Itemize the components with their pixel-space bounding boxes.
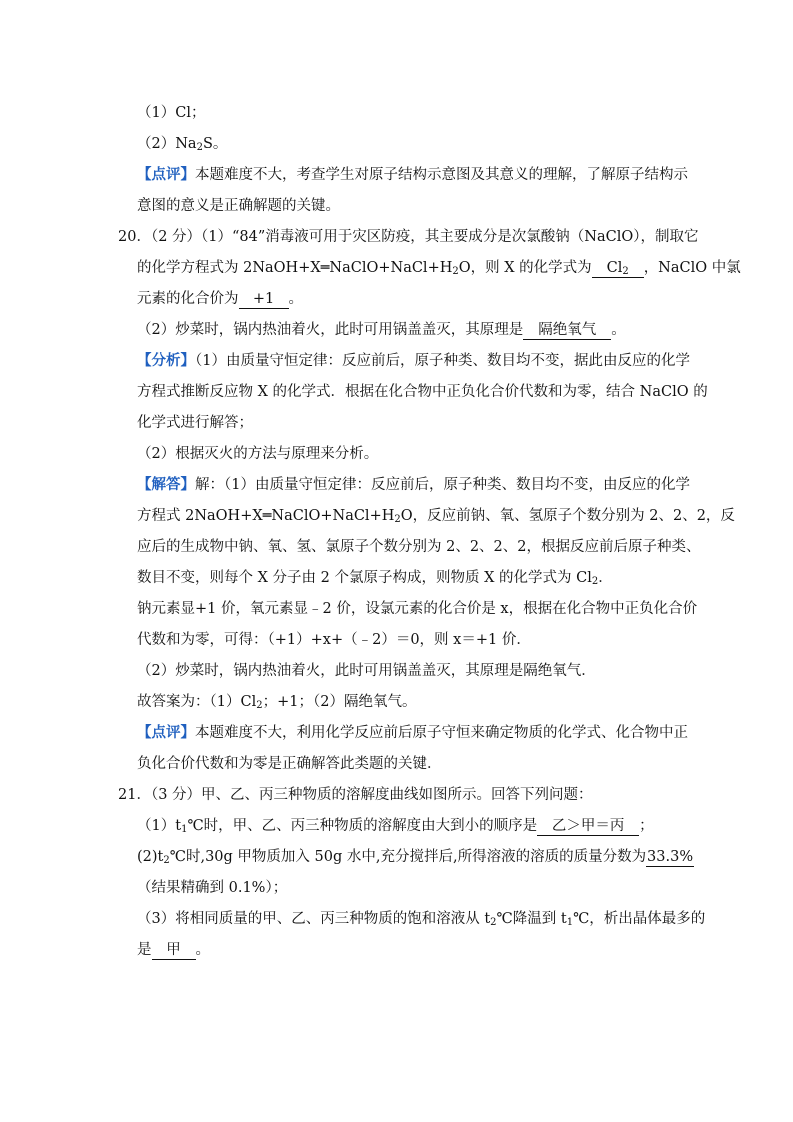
text: O，则 X 的化学式为 (458, 260, 592, 276)
question-21-title: 21．（3 分）甲、乙、丙三种物质的溶解度曲线如图所示。回答下列问题： (118, 787, 593, 803)
subscript: 2 (591, 576, 599, 587)
text: O，反应前钠、氧、氢原子个数分别为 2、2、2，反 (400, 508, 735, 524)
text: 元素的化合价为 (137, 291, 239, 307)
text: 的化学方程式为 2NaOH+X═NaClO+NaCl+H (137, 260, 453, 276)
subscript: 1 (181, 824, 188, 835)
solution-tag: 【解答】 (137, 476, 195, 493)
question-21-line (137, 847, 694, 867)
text: ． (598, 570, 613, 586)
answer-line-2 (137, 134, 227, 154)
text: 。 (611, 322, 626, 338)
text: ℃降温到 t (496, 911, 567, 927)
solution-line (137, 692, 416, 712)
text: (2)t (137, 849, 164, 865)
solution-line: 钠元素显+1 价，氧元素显﹣2 价，设氯元素的化合价是 x，根据在化合物中正负化合价 (137, 601, 698, 617)
text: 是 (137, 942, 152, 958)
text: （3）将相同质量的甲、乙、丙三种物质的饱和溶液从 t (137, 911, 491, 927)
answer-blank (592, 259, 644, 278)
answer-blank: 甲 (152, 941, 196, 960)
comment-line (137, 723, 688, 743)
subscript: 2 (490, 917, 497, 928)
text: ℃时,30g 甲物质加入 50g 水中,充分搅拌后,所得溶液的溶质的质量分数为 (169, 849, 647, 865)
text: 本题难度不大，利用化学反应前后原子守恒来确定物质的化学式、化合物中正 (195, 725, 688, 741)
text: （1）t (137, 818, 182, 834)
answer-blank: 隔绝氧气 (523, 321, 611, 340)
solution-line (137, 475, 690, 495)
answer-line-1: （1）Cl； (137, 105, 206, 121)
subscript: 2 (196, 142, 203, 153)
answer-blank: +1 (239, 290, 289, 309)
analysis-line: 化学式进行解答； (137, 415, 253, 431)
answer-blank: 乙＞甲＝丙 (537, 817, 639, 836)
question-20-line (137, 320, 626, 340)
text: S。 (202, 136, 228, 152)
text: 解：（1）由质量守恒定律：反应前后，原子种类、数目均不变，由反应的化学 (195, 477, 690, 493)
text: ℃，析出晶体最多的 (573, 911, 706, 927)
text: ℃时，甲、乙、丙三种物质的溶解度由大到小的顺序是 (187, 818, 538, 834)
comment-line: 负化合价代数和为零是正确解答此类题的关键． (137, 756, 442, 772)
subscript: 2 (622, 266, 629, 277)
comment-line (137, 165, 688, 185)
comment-tag: 【点评】 (137, 724, 195, 741)
question-21-line (137, 909, 705, 929)
text: ； (639, 818, 654, 834)
comment-tag: 【点评】 (137, 166, 195, 183)
subscript: 2 (256, 700, 263, 711)
text: （1）由质量守恒定律：反应前后，原子种类、数目均不变，据此由反应的化学 (195, 353, 690, 369)
analysis-line: 方程式推断反应物 X 的化学式．根据在化合物中正负化合价代数和为零，结合 NaClO 的 (137, 384, 708, 400)
text: 本题难度不大，考查学生对原子结构示意图及其意义的理解，了解原子结构示 (195, 167, 688, 183)
subscript: 2 (452, 266, 459, 277)
analysis-line (137, 351, 690, 371)
subscript: 2 (394, 514, 401, 525)
text: 。 (288, 291, 303, 307)
solution-line: （2）炒菜时，锅内热油着火，此时可用锅盖盖灭，其原理是隔绝氧气． (137, 663, 596, 679)
question-21-line (137, 940, 210, 960)
answer-blank: 33.3% (647, 849, 694, 865)
analysis-line: （2）根据灭火的方法与原理来分析。 (137, 446, 379, 462)
solution-line (137, 568, 613, 588)
solution-line: 代数和为零，可得：（+1）+x+（﹣2）＝0，则 x＝+1 价． (137, 632, 531, 648)
question-20-title: 20．（2 分）（1）“84”消毒液可用于灾区防疫，其主要成分是次氯酸钠（NaClO），制取它 (118, 229, 699, 245)
analysis-tag: 【分析】 (137, 352, 195, 369)
subscript: 2 (163, 855, 170, 866)
text: 数目不变，则每个 X 分子由 2 个氯原子构成，则物质 X 的化学式为 Cl (137, 570, 592, 586)
text: （2）炒菜时，锅内热油着火，此时可用锅盖盖灭，其原理是 (137, 322, 524, 338)
answer: Cl (606, 260, 623, 276)
text: ；+1；（2）隔绝氧气。 (262, 694, 417, 710)
text: ，NaClO 中氯 (643, 260, 741, 276)
subscript: 1 (566, 917, 574, 928)
text: 故答案为：（1）Cl (137, 694, 257, 710)
text: 。 (195, 942, 210, 958)
text: （2）Na (137, 136, 197, 152)
text: 方程式 2NaOH+X═NaClO+NaCl+H (137, 508, 395, 524)
question-21-line: （结果精确到 0.1%）； (137, 880, 288, 896)
comment-line: 意图的意义是正确解题的关键。 (137, 198, 340, 214)
question-20-line (137, 258, 741, 278)
solution-line: 应后的生成物中钠、氧、氢、氯原子个数分别为 2、2、2、2，根据反应前后原子种类、 (137, 539, 701, 555)
question-21-line (137, 816, 654, 836)
solution-line (137, 506, 735, 526)
question-20-line (137, 289, 303, 309)
